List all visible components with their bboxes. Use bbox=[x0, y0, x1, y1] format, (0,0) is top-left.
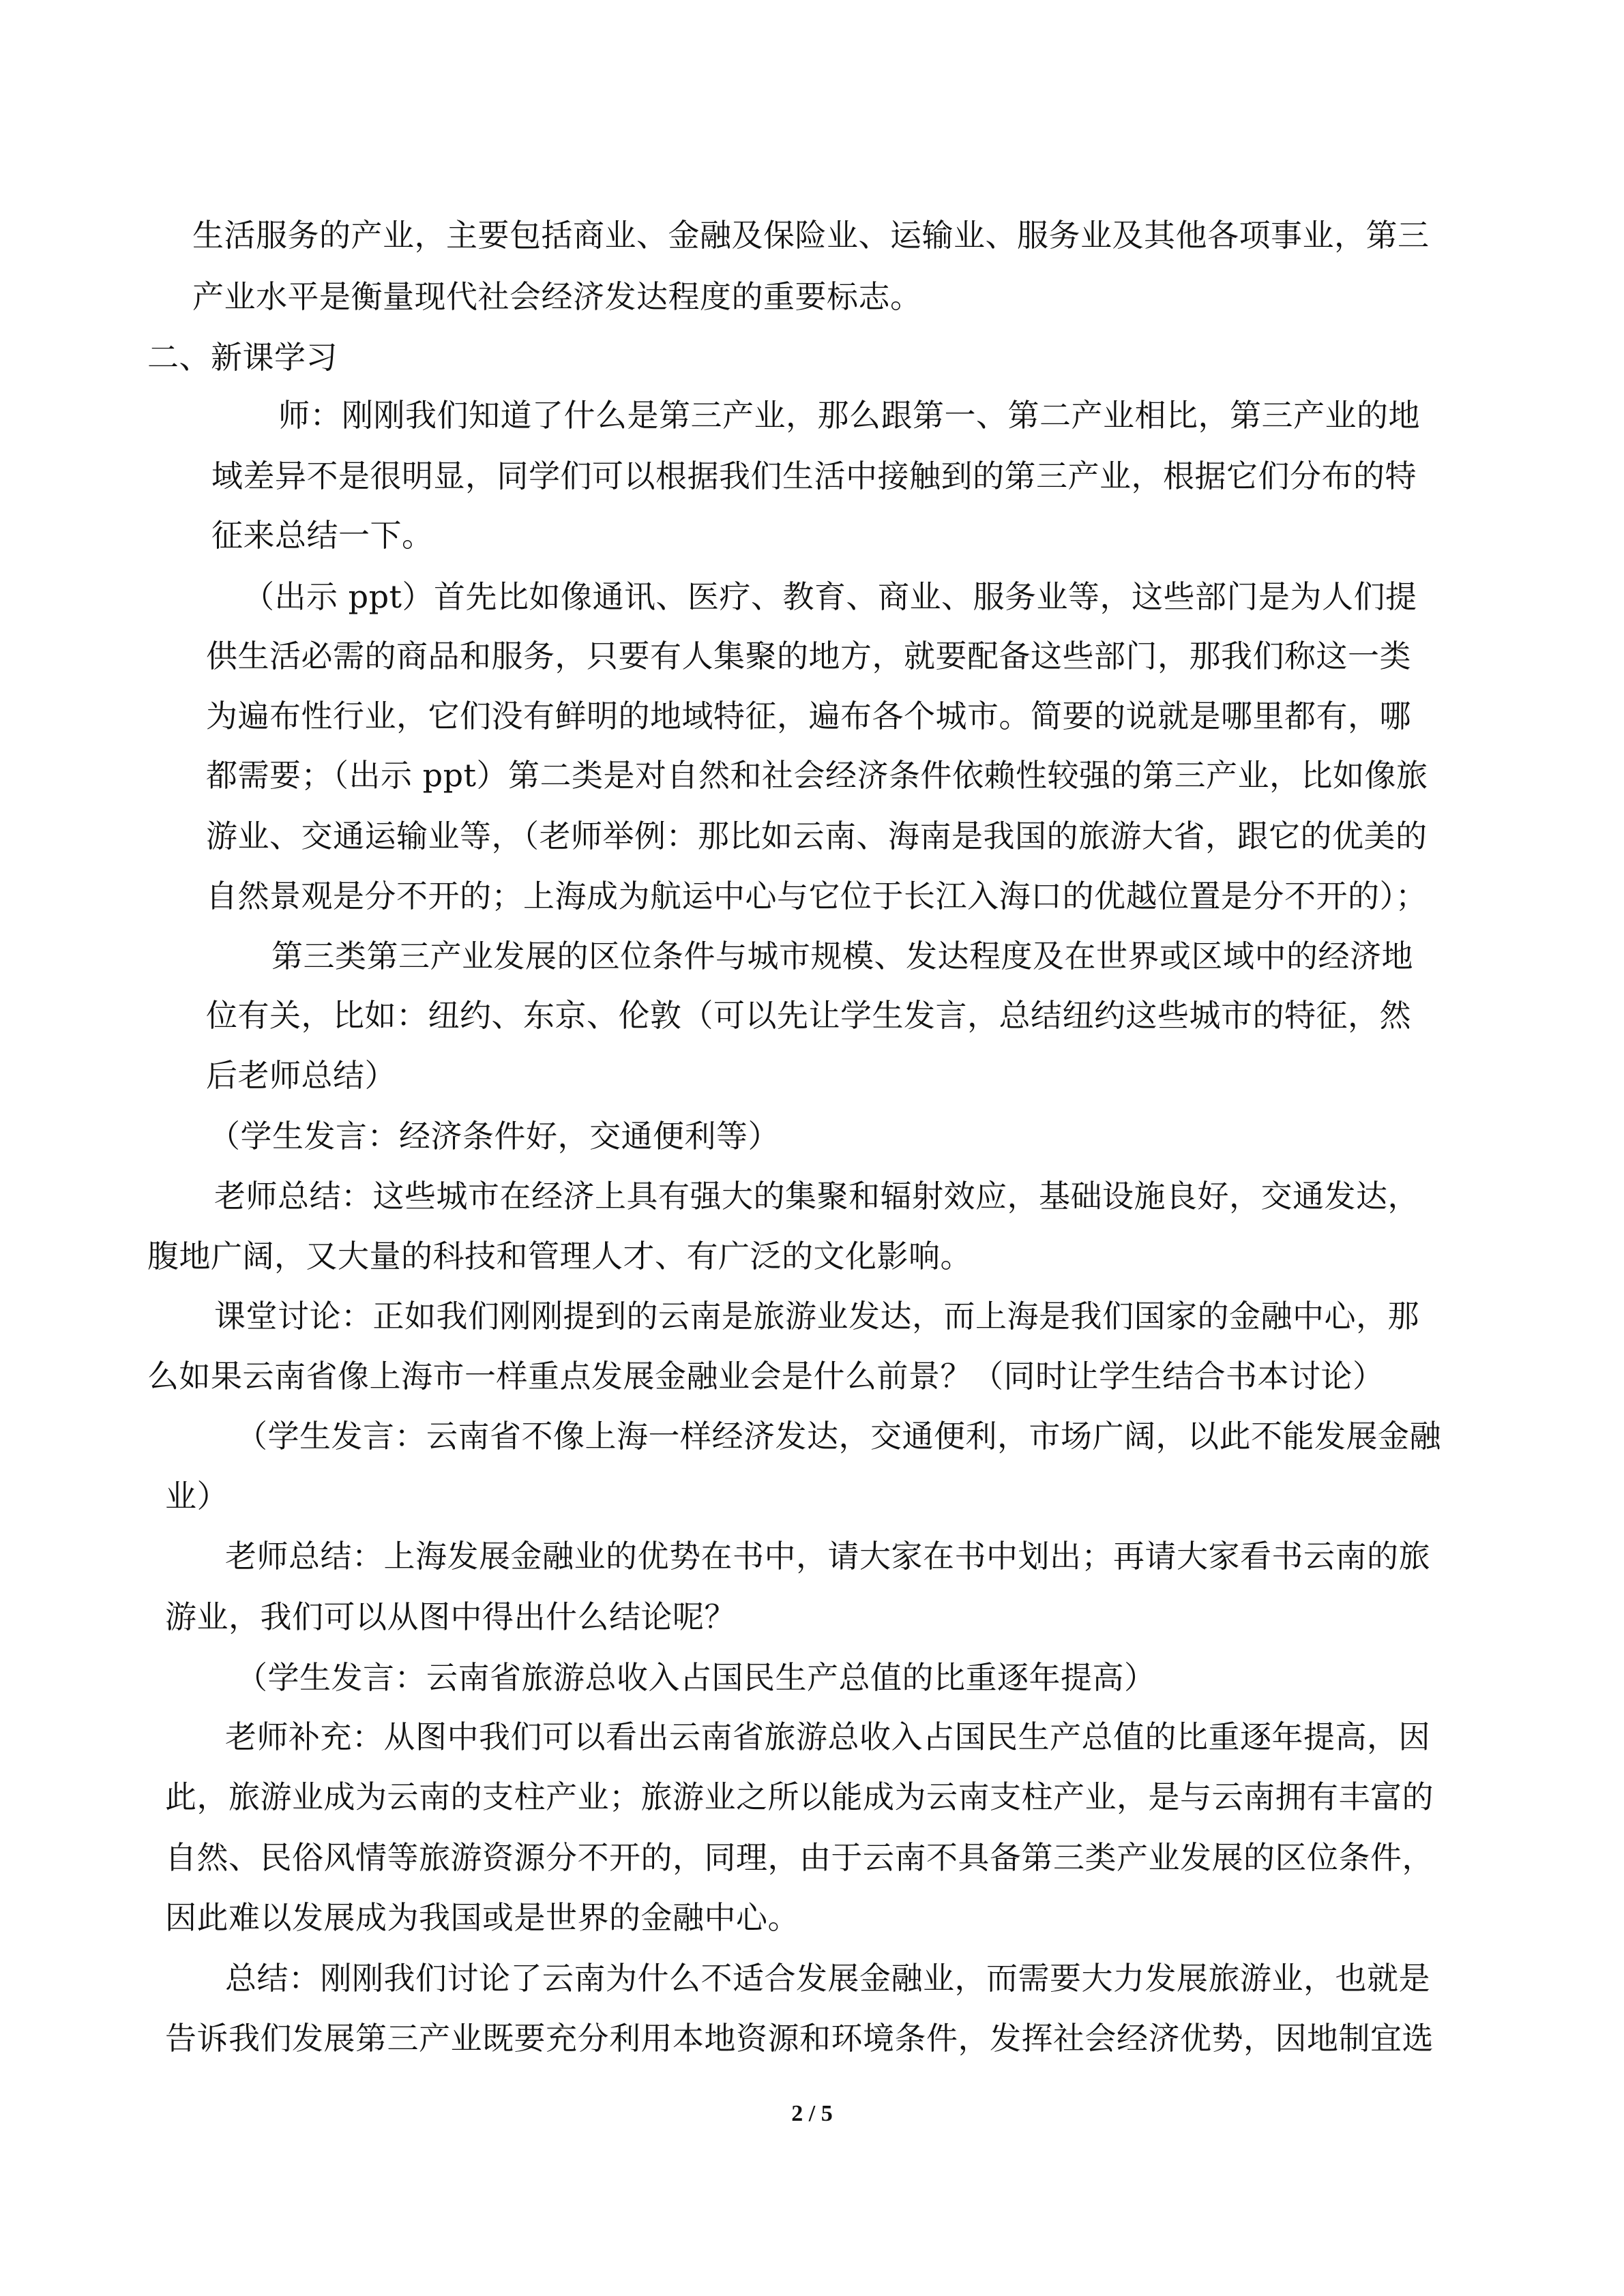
text-line: 因此难以发展成为我国或是世界的金融中心。 bbox=[165, 1899, 799, 1936]
text-line: 都需要；（出示 ppt）第二类是对自然和社会经济条件依赖性较强的第三产业，比如像旅 bbox=[206, 757, 1428, 794]
text-line: 为遍布性行业，它们没有鲜明的地域特征，遍布各个城市。简要的说就是哪里都有，哪 bbox=[206, 698, 1411, 734]
text-line: 么如果云南省像上海市一样重点发展金融业会是什么前景？（同时让学生结合书本讨论） bbox=[147, 1358, 1385, 1395]
text-line: 产业水平是衡量现代社会经济发达程度的重要标志。 bbox=[192, 278, 922, 315]
text-line: 生活服务的产业，主要包括商业、金融及保险业、运输业、服务业及其他各项事业，第三 bbox=[192, 217, 1430, 254]
text-line: 老师总结：这些城市在经济上具有强大的集聚和辐射效应，基础设施良好，交通发达， bbox=[214, 1178, 1419, 1214]
text-line: 征来总结一下。 bbox=[211, 517, 434, 554]
page-number: 2 / 5 bbox=[791, 2101, 833, 2126]
text-line: 此，旅游业成为云南的支柱产业；旅游业之所以能成为云南支柱产业，是与云南拥有丰富的 bbox=[165, 1778, 1434, 1815]
text-line: 自然、民俗风情等旅游资源分不开的，同理，由于云南不具备第三类产业发展的区位条件， bbox=[165, 1839, 1434, 1876]
section-heading: 二、新课学习 bbox=[147, 339, 338, 376]
text-line: 课堂讨论：正如我们刚刚提到的云南是旅游业发达，而上海是我们国家的金融中心，那 bbox=[214, 1298, 1419, 1335]
text-line: 总结：刚刚我们讨论了云南为什么不适合发展金融业，而需要大力发展旅游业，也就是 bbox=[225, 1960, 1430, 1997]
text-line: 业） bbox=[165, 1478, 228, 1515]
text-line: 后老师总结） bbox=[206, 1057, 396, 1094]
text-line: 老师总结：上海发展金融业的优势在书中，请大家在书中划出；再请大家看书云南的旅 bbox=[225, 1538, 1430, 1575]
text-line: 告诉我们发展第三产业既要充分利用本地资源和环境条件，发挥社会经济优势，因地制宜选 bbox=[165, 2020, 1434, 2057]
text-line: 第三类第三产业发展的区位条件与城市规模、发达程度及在世界或区域中的经济地 bbox=[271, 938, 1413, 974]
text-line: （学生发言：云南省不像上海一样经济发达，交通便利，市场广阔，以此不能发展金融 bbox=[236, 1418, 1441, 1455]
text-line: 供生活必需的商品和服务，只要有人集聚的地方，就要配备这些部门，那我们称这一类 bbox=[206, 638, 1411, 674]
text-line: 师：刚刚我们知道了什么是第三产业，那么跟第一、第二产业相比，第三产业的地 bbox=[278, 397, 1420, 434]
text-line: （出示 ppt）首先比如像通讯、医疗、教育、商业、服务业等，这些部门是为人们提 bbox=[243, 578, 1417, 615]
text-line: （学生发言：经济条件好，交通便利等） bbox=[209, 1118, 780, 1154]
text-line: 游业，我们可以从图中得出什么结论呢？ bbox=[165, 1598, 736, 1635]
text-line: 位有关，比如：纽约、东京、伦敦（可以先让学生发言，总结纽约这些城市的特征，然 bbox=[206, 997, 1411, 1034]
text-line: 域差异不是很明显，同学们可以根据我们生活中接触到的第三产业，根据它们分布的特 bbox=[211, 458, 1417, 494]
text-line: 腹地广阔，又大量的科技和管理人才、有广泛的文化影响。 bbox=[147, 1238, 972, 1274]
text-line: （学生发言：云南省旅游总收入占国民生产总值的比重逐年提高） bbox=[236, 1659, 1156, 1696]
text-line: 游业、交通运输业等，（老师举例：那比如云南、海南是我国的旅游大省，跟它的优美的 bbox=[206, 818, 1428, 854]
text-line: 老师补充：从图中我们可以看出云南省旅游总收入占国民生产总值的比重逐年提高，因 bbox=[225, 1718, 1430, 1755]
text-line: 自然景观是分不开的；上海成为航运中心与它位于长江入海口的优越位置是分不开的）； bbox=[206, 878, 1428, 914]
